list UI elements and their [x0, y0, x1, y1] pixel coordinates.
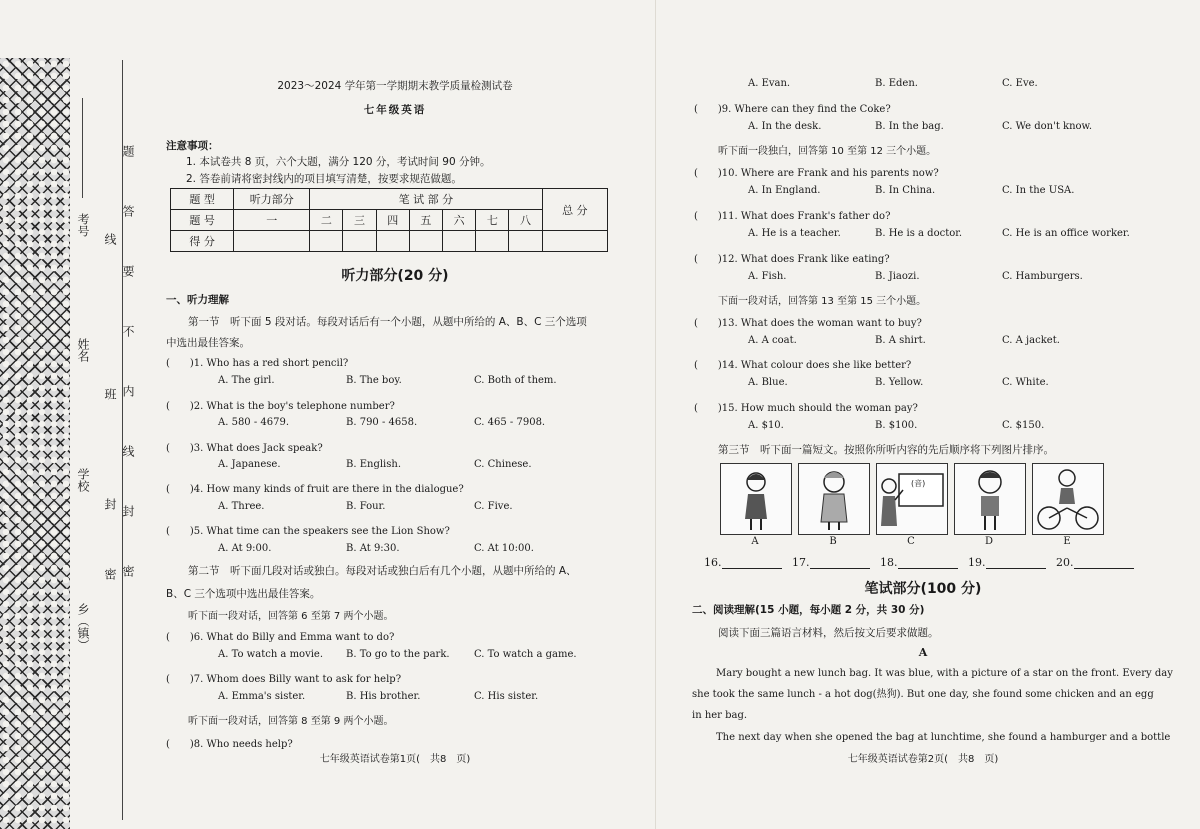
- option-a: A. The girl.: [218, 375, 275, 386]
- option-a: A. To watch a movie.: [218, 649, 324, 660]
- option-b: B. 790 - 4658.: [346, 417, 418, 428]
- option-a: A. At 9:00.: [218, 543, 272, 554]
- boy-icon: [955, 464, 1025, 534]
- question-text: ( )7. Whom does Billy want to ask for help?: [166, 674, 402, 685]
- option-a: A. A coat.: [748, 335, 797, 346]
- picture-label: D: [984, 536, 994, 547]
- passage-line: The next day when she opened the bag at lunchtime, she found a hamburger and a bottle: [716, 732, 1171, 743]
- option-a: A. In the desk.: [748, 121, 822, 132]
- option-a: A. Blue.: [748, 377, 788, 388]
- question-text: ( )5. What time can the speakers see the Lion Show?: [166, 526, 450, 537]
- seal-text: 答: [121, 205, 135, 217]
- answer-blank[interactable]: 17.: [792, 556, 870, 569]
- part-title: 一、听力理解: [166, 294, 229, 306]
- section-title: 听力部分(20 分): [341, 268, 449, 284]
- section-instruction: 第二节 听下面几段对话或独白。每段对话或独白后有几个小题，从题中所给的 A、: [188, 565, 577, 577]
- option-c: C. In the USA.: [1002, 185, 1075, 196]
- option-b: B. Four.: [346, 501, 386, 512]
- option-c: C. At 10:00.: [474, 543, 534, 554]
- option-c: C. A jacket.: [1002, 335, 1060, 346]
- option-a: A. $10.: [748, 420, 784, 431]
- passage-line: Mary bought a new lunch bag. It was blue, with a picture of a star on the front. Every day: [716, 668, 1173, 679]
- exam-page-2: [688, 70, 1173, 829]
- exam-header: 2023～2024 学年第一学期期末教学质量检测试卷: [277, 80, 513, 92]
- part-title: 二、阅读理解(15 小题，每小题 2 分，共 30 分): [692, 604, 925, 616]
- question-text: ( )10. Where are Frank and his parents now?: [694, 168, 939, 179]
- seal-mark: 密: [103, 568, 117, 580]
- section-instruction: B、C 三个选项中选出最佳答案。: [166, 588, 321, 600]
- section-instruction: 中选出最佳答案。: [166, 337, 250, 349]
- table-cell: 八: [509, 210, 542, 231]
- score-table: [170, 188, 608, 252]
- option-b: B. Jiaozi.: [875, 271, 920, 282]
- option-b: B. At 9:30.: [346, 543, 400, 554]
- table-cell: 七: [476, 210, 509, 231]
- score-input-cell[interactable]: [376, 231, 409, 252]
- score-input-cell[interactable]: [234, 231, 310, 252]
- option-b: B. In China.: [875, 185, 936, 196]
- table-cell: 题 号: [171, 210, 234, 231]
- option-c: C. $150.: [1002, 420, 1045, 431]
- field-line: [82, 98, 83, 198]
- option-c: C. Hamburgers.: [1002, 271, 1083, 282]
- table-cell: 六: [443, 210, 476, 231]
- answer-blank[interactable]: 19.: [968, 556, 1046, 569]
- table-cell: 二: [310, 210, 343, 231]
- option-b: B. A shirt.: [875, 335, 926, 346]
- option-c: C. 465 - 7908.: [474, 417, 546, 428]
- answer-blank[interactable]: 16.: [704, 556, 782, 569]
- label-town: 乡（镇）: [76, 603, 90, 651]
- option-c: C. He is an office worker.: [1002, 228, 1130, 239]
- section-title: 笔试部分(100 分): [864, 581, 982, 597]
- option-a: A. In England.: [748, 185, 821, 196]
- sub-instruction: 听下面一段独白，回答第 10 至第 12 三个小题。: [718, 146, 937, 157]
- option-a: A. Evan.: [748, 78, 791, 89]
- picture-a: [720, 463, 792, 535]
- option-b: B. In the bag.: [875, 121, 944, 132]
- seal-text: 内: [121, 385, 135, 397]
- question-text: ( )11. What does Frank's father do?: [694, 211, 891, 222]
- seal-mark: 封: [103, 498, 117, 510]
- passage-line: she took the same lunch - a hot dog(热狗). But one day, she found some chicken and an egg: [692, 689, 1154, 700]
- option-c: C. Eve.: [1002, 78, 1038, 89]
- option-c: C. White.: [1002, 377, 1049, 388]
- option-a: A. Emma's sister.: [218, 691, 306, 702]
- picture-label: C: [907, 536, 915, 547]
- table-cell: 得 分: [171, 231, 234, 252]
- seal-text: 封: [121, 505, 135, 517]
- option-a: A. Fish.: [748, 271, 787, 282]
- question-text: ( )13. What does the woman want to buy?: [694, 318, 922, 329]
- question-text: ( )6. What do Billy and Emma want to do?: [166, 632, 395, 643]
- option-a: A. Japanese.: [218, 459, 281, 470]
- seal-mark: 线: [103, 233, 117, 245]
- option-b: B. To go to the park.: [346, 649, 450, 660]
- score-input-cell[interactable]: [443, 231, 476, 252]
- score-input-cell[interactable]: [509, 231, 542, 252]
- board-text: (音): [911, 479, 926, 488]
- option-b: B. The boy.: [346, 375, 402, 386]
- answer-blank[interactable]: 18.: [880, 556, 958, 569]
- option-c: C. To watch a game.: [474, 649, 577, 660]
- page-footer: 七年级英语试卷第2页( 共8 页): [847, 754, 999, 765]
- page-fold: [655, 0, 656, 829]
- option-c: C. Both of them.: [474, 375, 557, 386]
- seal-text: 要: [121, 265, 135, 277]
- option-b: B. Eden.: [875, 78, 918, 89]
- notice-title: 注意事项：: [166, 140, 219, 152]
- option-c: C. Chinese.: [474, 459, 532, 470]
- answer-blank[interactable]: 20.: [1056, 556, 1134, 569]
- question-text: ( )1. Who has a red short pencil?: [166, 358, 349, 369]
- bicycle-icon: [1033, 464, 1103, 534]
- score-input-cell[interactable]: [409, 231, 442, 252]
- label-class: 班: [103, 388, 117, 400]
- table-cell: 笔 试 部 分: [310, 189, 542, 210]
- classroom-board-icon: [877, 464, 947, 534]
- label-name: 姓名: [76, 338, 90, 362]
- table-cell: 一: [234, 210, 310, 231]
- seal-text: 密: [121, 565, 135, 577]
- option-c: C. His sister.: [474, 691, 539, 702]
- decorative-border: [0, 58, 70, 829]
- section-instruction: 第三节 听下面一篇短文。按照你所听内容的先后顺序将下列图片排序。: [718, 444, 1054, 456]
- notice-item: 2. 答卷前请将密封线内的项目填写清楚，按要求规范做题。: [186, 173, 462, 185]
- picture-label: A: [751, 536, 759, 547]
- question-text: ( )15. How much should the woman pay?: [694, 403, 918, 414]
- seal-text: 线: [121, 445, 135, 457]
- table-cell: 听力部分: [234, 189, 310, 210]
- table-cell: 五: [409, 210, 442, 231]
- seal-binding-area: [70, 58, 140, 829]
- option-b: B. English.: [346, 459, 401, 470]
- passage-line: in her bag.: [692, 710, 748, 721]
- question-text: ( )9. Where can they find the Coke?: [694, 104, 891, 115]
- seal-text: 不: [121, 325, 135, 337]
- option-a: A. Three.: [218, 501, 265, 512]
- picture-label: E: [1063, 536, 1071, 547]
- page-footer: 七年级英语试卷第1页( 共8 页): [319, 754, 471, 765]
- question-text: ( )8. Who needs help?: [166, 739, 293, 750]
- notice-item: 1. 本试卷共 8 页，六个大题，满分 120 分，考试时间 90 分钟。: [186, 156, 491, 168]
- label-exam-number: 考号: [76, 213, 90, 237]
- table-cell: 题 型: [171, 189, 234, 210]
- option-c: C. Five.: [474, 501, 513, 512]
- picture-b: [798, 463, 870, 535]
- question-text: ( )2. What is the boy's telephone number?: [166, 401, 395, 412]
- score-input-cell[interactable]: [476, 231, 509, 252]
- score-input-cell[interactable]: [310, 231, 343, 252]
- girl-icon: [721, 464, 791, 534]
- option-a: A. He is a teacher.: [748, 228, 841, 239]
- option-b: B. His brother.: [346, 691, 421, 702]
- sub-instruction: 下面一段对话，回答第 13 至第 15 三个小题。: [718, 296, 927, 307]
- option-b: B. He is a doctor.: [875, 228, 963, 239]
- score-input-cell[interactable]: [542, 231, 607, 252]
- section-instruction: 阅读下面三篇语言材料，然后按文后要求做题。: [718, 627, 939, 639]
- passage-label: A: [918, 646, 928, 659]
- label-school: 学校: [76, 468, 90, 492]
- grandma-icon: [799, 464, 869, 534]
- exam-title: 七年级英语: [363, 104, 427, 116]
- question-text: ( )3. What does Jack speak?: [166, 443, 323, 454]
- question-text: ( )12. What does Frank like eating?: [694, 254, 890, 265]
- picture-c: [876, 463, 948, 535]
- option-b: B. Yellow.: [875, 377, 924, 388]
- question-text: ( )4. How many kinds of fruit are there in the dialogue?: [166, 484, 464, 495]
- picture-d: [954, 463, 1026, 535]
- table-cell: 三: [343, 210, 376, 231]
- exam-page-1: [160, 70, 630, 829]
- picture-e: [1032, 463, 1104, 535]
- sub-instruction: 听下面一段对话，回答第 8 至第 9 两个小题。: [188, 716, 394, 727]
- score-input-cell[interactable]: [343, 231, 376, 252]
- option-a: A. 580 - 4679.: [218, 417, 290, 428]
- option-c: C. We don't know.: [1002, 121, 1093, 132]
- option-b: B. $100.: [875, 420, 918, 431]
- table-cell: 总 分: [542, 189, 607, 231]
- sub-instruction: 听下面一段对话，回答第 6 至第 7 两个小题。: [188, 611, 394, 622]
- seal-text: 题: [121, 145, 135, 157]
- seal-line: [122, 60, 123, 820]
- table-cell: 四: [376, 210, 409, 231]
- picture-label: B: [829, 536, 837, 547]
- section-instruction: 第一节 听下面 5 段对话。每段对话后有一个小题，从题中所给的 A、B、C 三个选项: [188, 316, 587, 328]
- question-text: ( )14. What colour does she like better?: [694, 360, 912, 371]
